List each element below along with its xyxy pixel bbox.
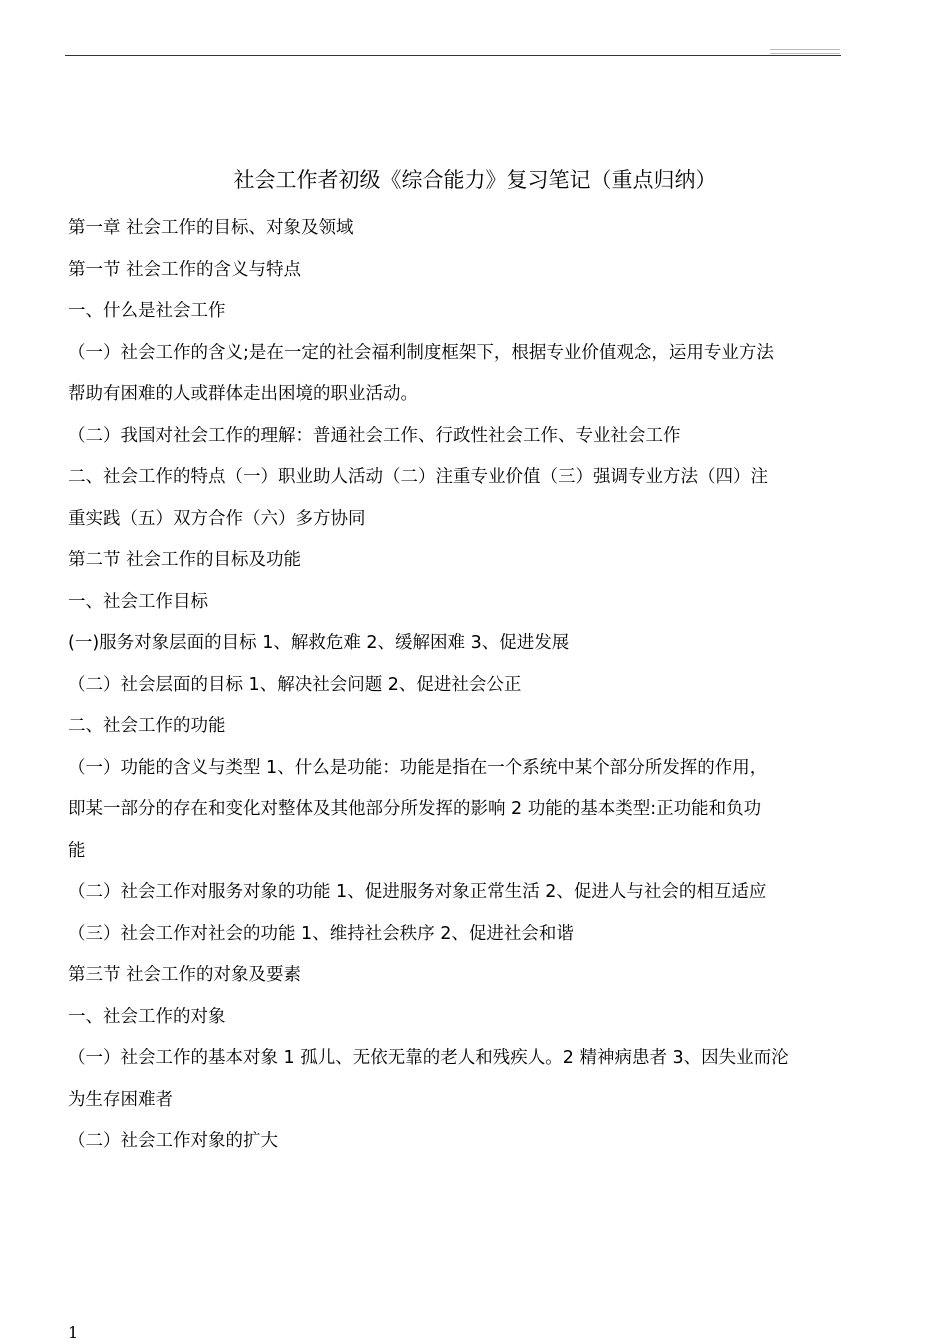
paragraph-line: （三）社会工作对社会的功能 1、维持社会秩序 2、促进社会和谐 <box>68 923 574 944</box>
subsection-heading: 一、社会工作目标 <box>68 591 208 612</box>
header-mark <box>770 49 840 54</box>
paragraph-line: 帮助有困难的人或群体走出困境的职业活动。 <box>68 384 418 404</box>
document-title: 社会工作者初级《综合能力》复习笔记（重点归纳） <box>233 168 717 192</box>
paragraph-line: （二）我国对社会工作的理解：普通社会工作、行政性社会工作、专业社会工作 <box>68 425 681 446</box>
subsection-heading: 二、社会工作的功能 <box>68 716 226 736</box>
paragraph-line: 重实践（五）双方合作（六）多方协同 <box>68 508 366 529</box>
chapter-heading: 第一章 社会工作的目标、对象及领域 <box>68 218 354 238</box>
subsection-heading: 一、社会工作的对象 <box>68 1006 226 1027</box>
subsection-heading: 一、什么是社会工作 <box>68 301 226 321</box>
paragraph-line: （二）社会工作对象的扩大 <box>68 1131 278 1151</box>
paragraph-line: （二）社会工作对服务对象的功能 1、促进服务对象正常生活 2、促进人与社会的相互适应 <box>68 882 767 902</box>
paragraph-line: （一）社会工作的含义;是在一定的社会福利制度框架下，根据专业价值观念，运用专业方法 <box>68 342 774 363</box>
section-heading: 第三节 社会工作的对象及要素 <box>68 965 302 985</box>
paragraph-line: 为生存困难者 <box>68 1089 173 1110</box>
section-heading: 第一节 社会工作的含义与特点 <box>68 259 302 280</box>
page-number: 1 <box>68 1323 79 1342</box>
document-body <box>68 208 843 1163</box>
paragraph-line: 二、社会工作的特点（一）职业助人活动（二）注重专业价值（三）强调专业方法（四）注 <box>68 467 768 487</box>
section-heading: 第二节 社会工作的目标及功能 <box>68 550 302 570</box>
paragraph-line: (一)服务对象层面的目标 1、解救危难 2、缓解困难 3、促进发展 <box>68 633 570 653</box>
paragraph-line: （一）功能的含义与类型 1、什么是功能：功能是指在一个系统中某个部分所发挥的作用， <box>68 757 768 778</box>
paragraph-line: 能 <box>68 840 86 861</box>
paragraph-line: （二）社会层面的目标 1、解决社会问题 2、促进社会公正 <box>68 674 522 695</box>
paragraph-line: （一）社会工作的基本对象 1 孤儿、无依无靠的老人和残疾人。2 精神病患者 3、因失业而沦 <box>68 1048 789 1068</box>
paragraph-line: 即某一部分的存在和变化对整体及其他部分所发挥的影响 2 功能的基本类型:正功能和负功 <box>68 799 762 819</box>
header-rule <box>65 55 841 56</box>
